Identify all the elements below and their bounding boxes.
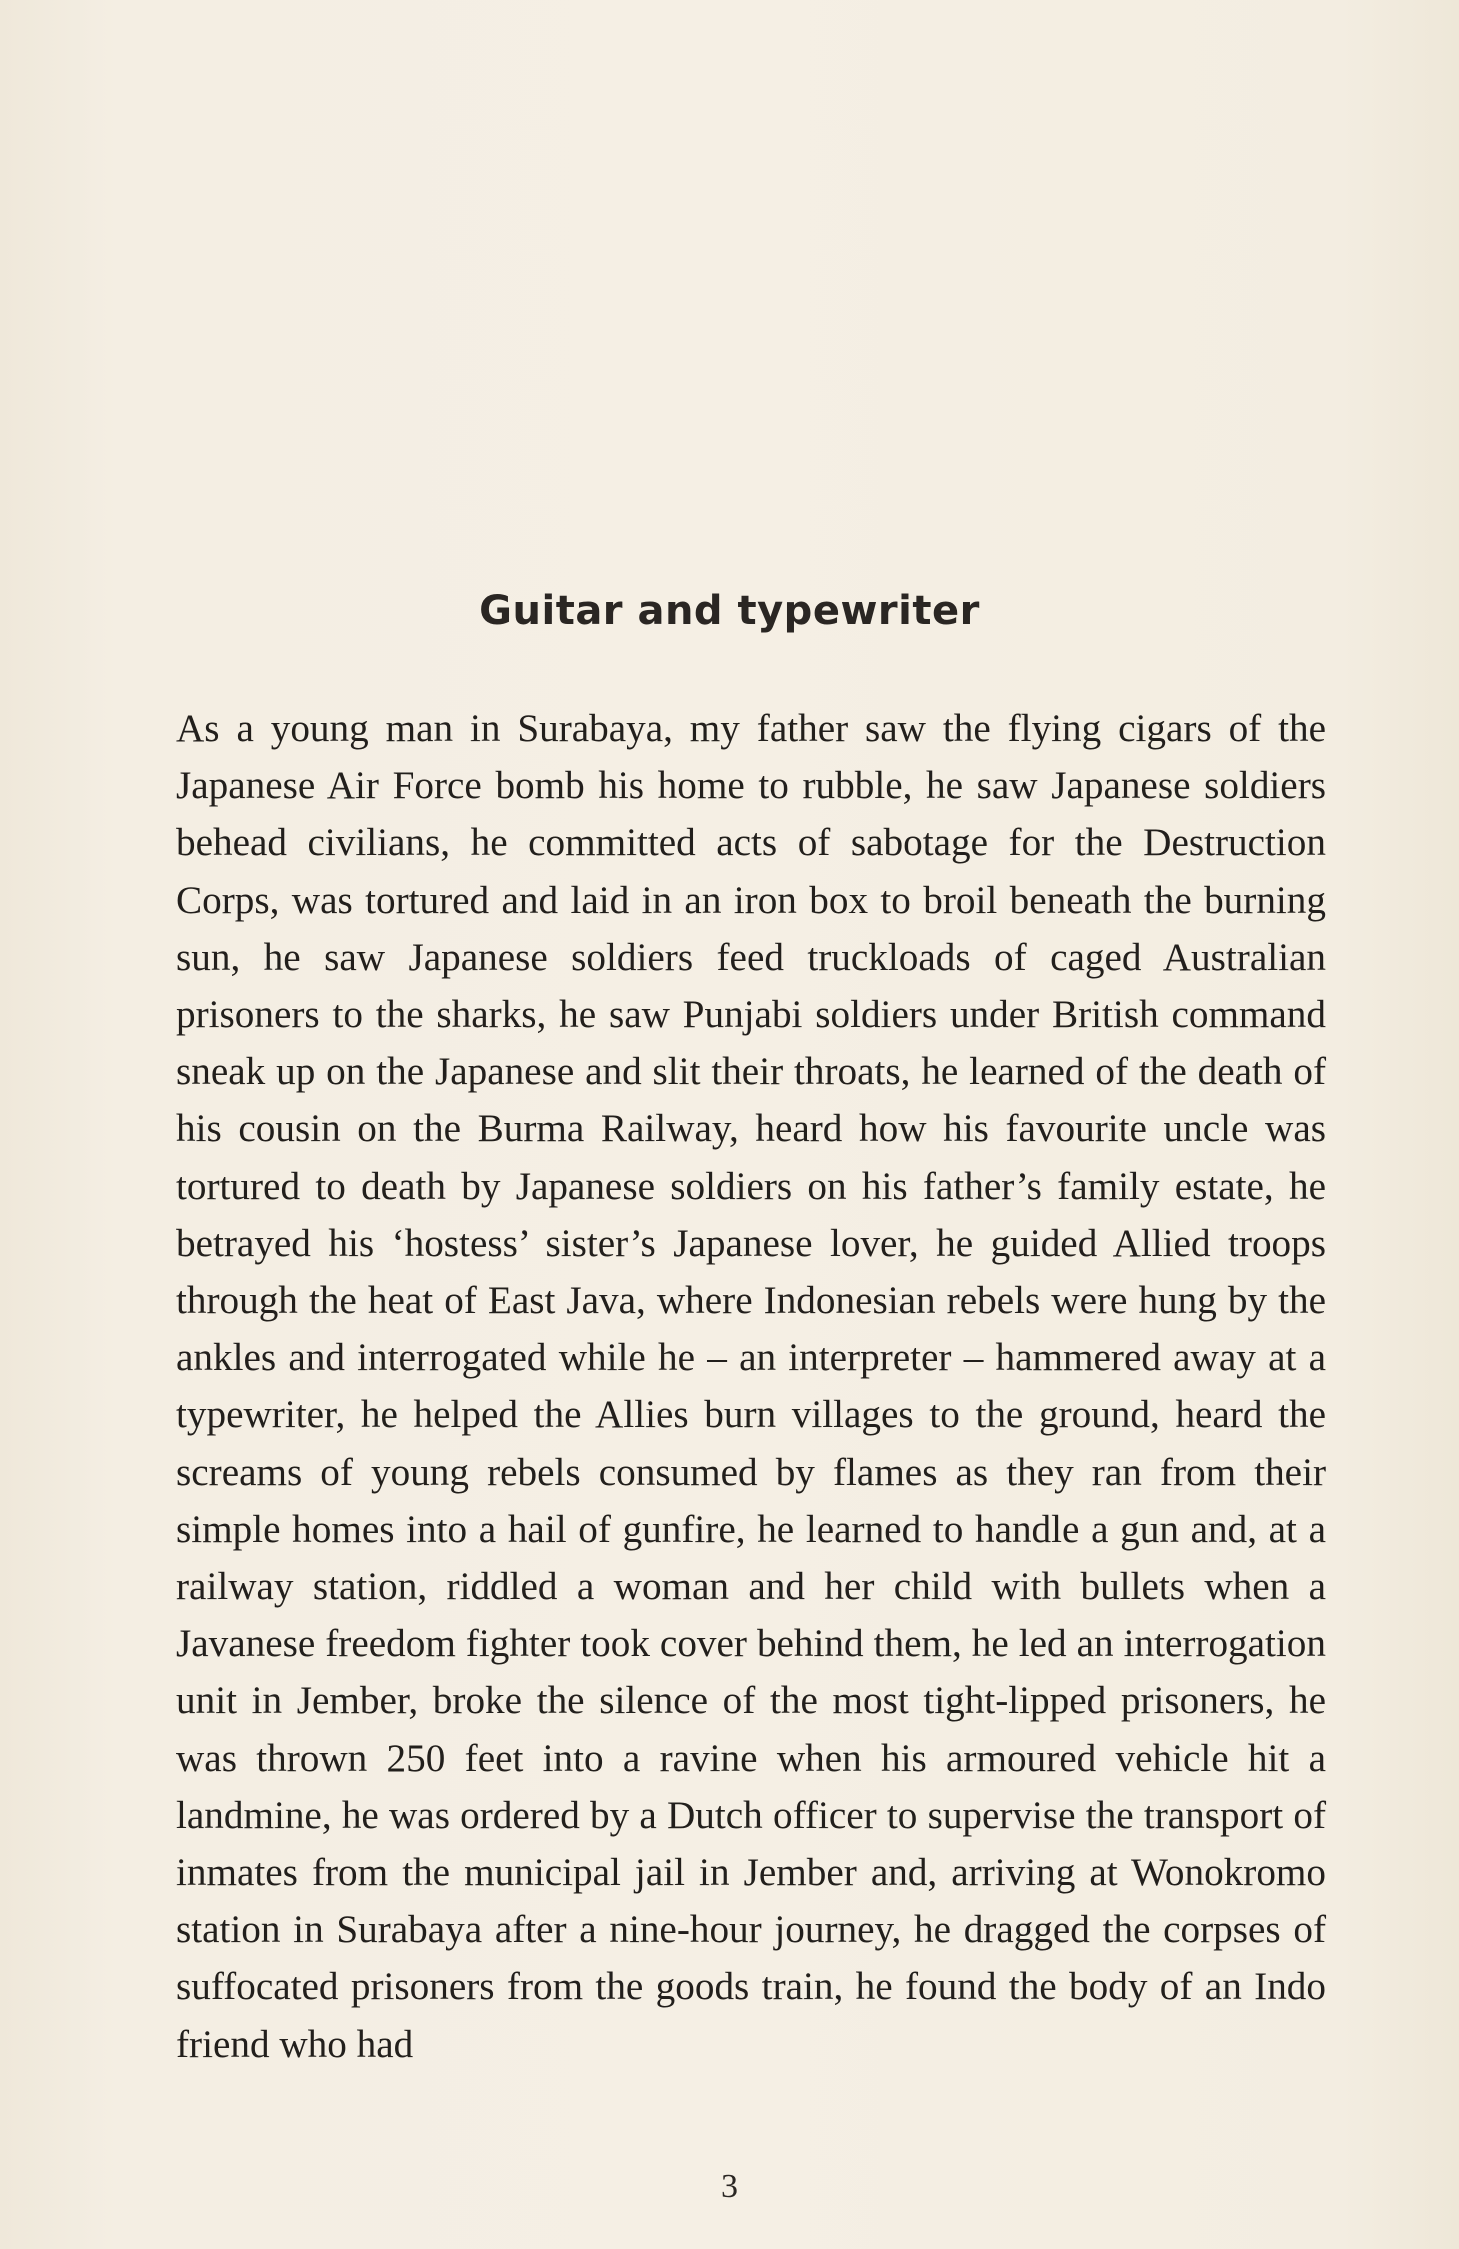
- page-number: 3: [721, 2168, 738, 2205]
- chapter-title: Guitar and typewriter: [479, 588, 980, 634]
- body-paragraph: As a young man in Surabaya, my father saw the flying cigars of the Japanese Air Force bomb his home to rubble, he saw Japanese soldiers behead civilians, he committed acts of sabotage for the Destruction Corps, was tortured and laid in an iron box to broil beneath the burning sun, he saw Japanese soldiers feed truckloads of caged Australian prisoners to the sharks, he saw Punjabi soldiers under British command sneak up on the Japanese and slit their throats, he learned of the death of his cousin on the Burma Railway, heard how his favourite uncle was tortured to death by Japanese soldiers on his father’s family estate, he betrayed his ‘hostess’ sister’s Japanese lover, he guided Allied troops through the heat of East Java, where Indonesian rebels were hung by the ankles and interrogated while he – an interpreter – hammered away at a typewriter, he helped the Allies burn villages to the ground, heard the screams of young rebels consumed by flames as they ran from their simple homes into a hail of gunfire, he learned to handle a gun and, at a railway station, riddled a woman and her child with bullets when a Javanese freedom fighter took cover behind them, he led an interrogation unit in Jember, broke the silence of the most tight-lipped prisoners, he was thrown 250 feet into a ravine when his armoured vehicle hit a landmine, he was ordered by a Dutch officer to supervise the transport of inmates from the municipal jail in Jember and, arriving at Wonokromo station in Surabaya after a nine-hour journey, he dragged the corpses of suffocated prisoners from the goods train, he found the body of an Indo friend who had: [176, 707, 1326, 2066]
